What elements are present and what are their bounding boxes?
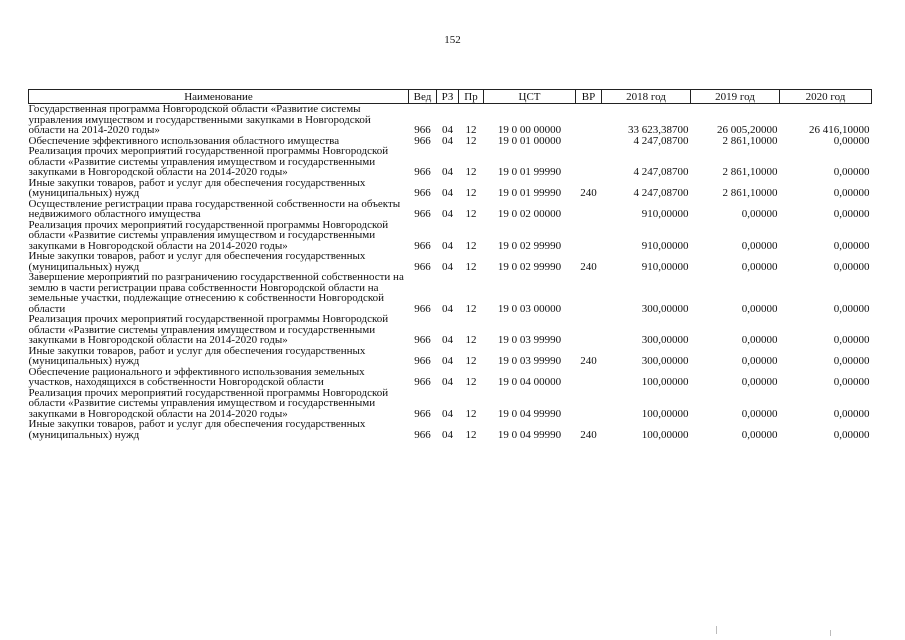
- cell-ved: 966: [414, 376, 431, 388]
- cell-vr: 240: [580, 187, 597, 199]
- cell-name: Реализация прочих мероприятий государственной программы Новгородской области «Развитие системы управления имуществом и государственными закупками в Новгородской области на 2014-2020 годы»: [28, 386, 389, 420]
- cell-cst: 19 0 02 00000: [497, 208, 562, 220]
- header-2019: 2019 год: [691, 90, 780, 104]
- cell-ved: 966: [414, 407, 431, 420]
- cell-cst: 19 0 04 00000: [497, 376, 562, 388]
- table-row: [29, 314, 872, 346]
- cell-2020: 0,00000: [833, 355, 870, 367]
- cell-vr: [576, 136, 602, 147]
- cell-rz: 04: [442, 187, 453, 199]
- cell-2020: 0,00000: [833, 376, 870, 388]
- cell-name: Реализация прочих мероприятий государственной программы Новгородской области «Развитие системы управления имуществом и государственными закупками в Новгородской области на 2014-2020 годы»: [28, 218, 389, 252]
- scan-artifact: [716, 626, 717, 634]
- table-row: [29, 367, 872, 388]
- cell-rz: 04: [442, 134, 453, 147]
- cell-ved: 966: [414, 134, 431, 147]
- cell-2018: 910,00000: [641, 239, 689, 252]
- table-row: [29, 199, 872, 220]
- cell-cst: 19 0 01 99990: [497, 166, 562, 178]
- cell-rz: 04: [442, 239, 453, 252]
- table-row: [29, 388, 872, 420]
- cell-ved: 966: [414, 355, 431, 367]
- cell-2018: 910,00000: [641, 208, 689, 220]
- cell-pr: 12: [465, 428, 477, 441]
- scan-artifact: [830, 630, 831, 636]
- cell-cst: 19 0 02 99990: [497, 260, 562, 273]
- cell-vr: [576, 146, 602, 178]
- cell-2018: 4 247,08700: [633, 166, 689, 178]
- cell-cst: 19 0 04 99990: [497, 428, 562, 441]
- cell-name: Реализация прочих мероприятий государственной программы Новгородской области «Развитие системы управления имуществом и государственными закупками в Новгородской области на 2014-2020 годы»: [28, 145, 389, 178]
- cell-ved: 966: [414, 302, 431, 315]
- cell-pr: 12: [465, 260, 477, 273]
- cell-vr: [576, 367, 602, 388]
- cell-rz: 04: [442, 208, 453, 220]
- table-row: [29, 419, 872, 440]
- cell-2018: 910,00000: [641, 260, 689, 273]
- cell-rz: 04: [442, 166, 453, 178]
- cell-2020: 0,00000: [833, 407, 870, 420]
- cell-2020: 0,00000: [833, 302, 870, 315]
- table-row: [29, 146, 872, 178]
- cell-2018: 33 623,38700: [628, 124, 689, 136]
- cell-2019: 0,00000: [741, 334, 778, 346]
- cell-2020: 0,00000: [833, 239, 870, 252]
- cell-2020: 0,00000: [833, 208, 870, 220]
- cell-2019: 0,00000: [741, 407, 778, 420]
- cell-name: Завершение мероприятий по разграничению государственной собственности на землю в части регистрации права собственности Новгородской области на земельные участки, подлежащие отнесению к собственности Новгородской области: [28, 271, 404, 315]
- cell-ved: 966: [414, 124, 431, 136]
- cell-vr: [576, 104, 602, 136]
- cell-rz: 04: [442, 260, 453, 273]
- cell-2019: 0,00000: [741, 376, 778, 388]
- cell-name: Реализация прочих мероприятий государственной программы Новгородской области «Развитие системы управления имуществом и государственными закупками в Новгородской области на 2014-2020 годы»: [28, 313, 389, 346]
- header-rz: РЗ: [437, 90, 459, 104]
- cell-vr: [576, 220, 602, 252]
- cell-2020: 0,00000: [833, 134, 870, 147]
- cell-2019: 0,00000: [741, 239, 778, 252]
- cell-2019: 26 005,20000: [717, 124, 778, 136]
- cell-2018: 100,00000: [641, 407, 689, 420]
- cell-2020: 0,00000: [833, 187, 870, 199]
- cell-name: Иные закупки товаров, работ и услуг для обеспечения государственных (муниципальных) нужд: [28, 344, 366, 367]
- cell-cst: 19 0 03 00000: [497, 302, 562, 315]
- cell-rz: 04: [442, 302, 453, 315]
- cell-rz: 04: [442, 355, 453, 367]
- cell-rz: 04: [442, 428, 453, 441]
- cell-2019: 0,00000: [741, 302, 778, 315]
- cell-pr: 12: [465, 208, 477, 220]
- cell-2020: 0,00000: [833, 334, 870, 346]
- header-2020: 2020 год: [780, 90, 872, 104]
- cell-ved: 966: [414, 208, 431, 220]
- cell-cst: 19 0 01 99990: [497, 187, 562, 199]
- table-row: [29, 272, 872, 314]
- cell-2019: 0,00000: [741, 428, 778, 441]
- cell-cst: 19 0 01 00000: [497, 134, 562, 147]
- cell-2018: 100,00000: [641, 428, 689, 441]
- cell-cst: 19 0 03 99990: [497, 355, 562, 367]
- cell-vr: [576, 314, 602, 346]
- header-vr: ВР: [576, 90, 602, 104]
- cell-pr: 12: [465, 302, 477, 315]
- cell-ved: 966: [414, 260, 431, 273]
- cell-vr: [576, 388, 602, 420]
- cell-2018: 300,00000: [641, 355, 689, 367]
- cell-vr: [576, 199, 602, 220]
- cell-2019: 0,00000: [741, 208, 778, 220]
- header-2018: 2018 год: [602, 90, 691, 104]
- cell-2018: 4 247,08700: [633, 134, 689, 147]
- cell-2018: 300,00000: [641, 334, 689, 346]
- cell-2019: 2 861,10000: [722, 134, 778, 147]
- table-header-row: [29, 90, 872, 104]
- cell-vr: [576, 272, 602, 314]
- cell-rz: 04: [442, 334, 453, 346]
- cell-name: Осуществление регистрации права государственной собственности на объекты недвижимого областного имущества: [28, 197, 401, 220]
- page-number: 152: [444, 34, 461, 46]
- header-name: Наименование: [29, 90, 409, 104]
- cell-rz: 04: [442, 376, 453, 388]
- cell-name: Иные закупки товаров, работ и услуг для обеспечения государственных (муниципальных) нужд: [28, 176, 366, 199]
- cell-pr: 12: [465, 166, 477, 178]
- cell-ved: 966: [414, 187, 431, 199]
- cell-pr: 12: [465, 187, 477, 199]
- cell-pr: 12: [465, 355, 477, 367]
- table-row: [29, 220, 872, 252]
- cell-2019: 0,00000: [741, 355, 778, 367]
- cell-name: Иные закупки товаров, работ и услуг для обеспечения государственных (муниципальных) нужд: [28, 250, 366, 273]
- cell-2019: 2 861,10000: [722, 166, 778, 178]
- header-pr: Пр: [459, 90, 484, 104]
- cell-2020: 26 416,10000: [809, 124, 870, 136]
- cell-2019: 0,00000: [741, 260, 778, 273]
- cell-name: Обеспечение рационального и эффективного использования земельных участков, находящихся в собственности Новгородской области: [28, 365, 365, 388]
- cell-pr: 12: [465, 124, 477, 136]
- cell-cst: 19 0 04 99990: [497, 407, 562, 420]
- table-row: [29, 178, 872, 199]
- table-row: [29, 346, 872, 367]
- cell-pr: 12: [465, 239, 477, 252]
- cell-pr: 12: [465, 134, 477, 147]
- cell-vr: 240: [580, 355, 597, 367]
- cell-pr: 12: [465, 376, 477, 388]
- cell-2018: 4 247,08700: [633, 187, 689, 199]
- budget-table: [28, 89, 872, 440]
- header-ved: Вед: [409, 90, 437, 104]
- cell-ved: 966: [414, 239, 431, 252]
- cell-2020: 0,00000: [833, 260, 870, 273]
- header-cst: ЦСТ: [484, 90, 576, 104]
- cell-name: Иные закупки товаров, работ и услуг для обеспечения государственных (муниципальных) нужд: [28, 418, 366, 441]
- cell-2020: 0,00000: [833, 166, 870, 178]
- cell-rz: 04: [442, 124, 453, 136]
- cell-ved: 966: [414, 428, 431, 441]
- cell-2018: 300,00000: [641, 302, 689, 315]
- cell-cst: 19 0 00 00000: [497, 124, 562, 136]
- cell-pr: 12: [465, 407, 477, 420]
- cell-name: Государственная программа Новгородской области «Развитие системы управления имуществом и государственными закупками в Новгородской области на 2014-2020 годы»: [28, 103, 371, 136]
- cell-vr: 240: [580, 428, 597, 441]
- table-body: [29, 104, 872, 441]
- cell-2019: 2 861,10000: [722, 187, 778, 199]
- cell-pr: 12: [465, 334, 477, 346]
- cell-name: Обеспечение эффективного использования областного имущества: [28, 134, 340, 147]
- cell-rz: 04: [442, 407, 453, 420]
- table-row: [29, 104, 872, 136]
- cell-ved: 966: [414, 334, 431, 346]
- table-row: [29, 251, 872, 272]
- cell-2020: 0,00000: [833, 428, 870, 441]
- cell-cst: 19 0 02 99990: [497, 239, 562, 252]
- cell-2018: 100,00000: [641, 376, 689, 388]
- cell-cst: 19 0 03 99990: [497, 334, 562, 346]
- cell-ved: 966: [414, 166, 431, 178]
- cell-vr: 240: [580, 260, 597, 273]
